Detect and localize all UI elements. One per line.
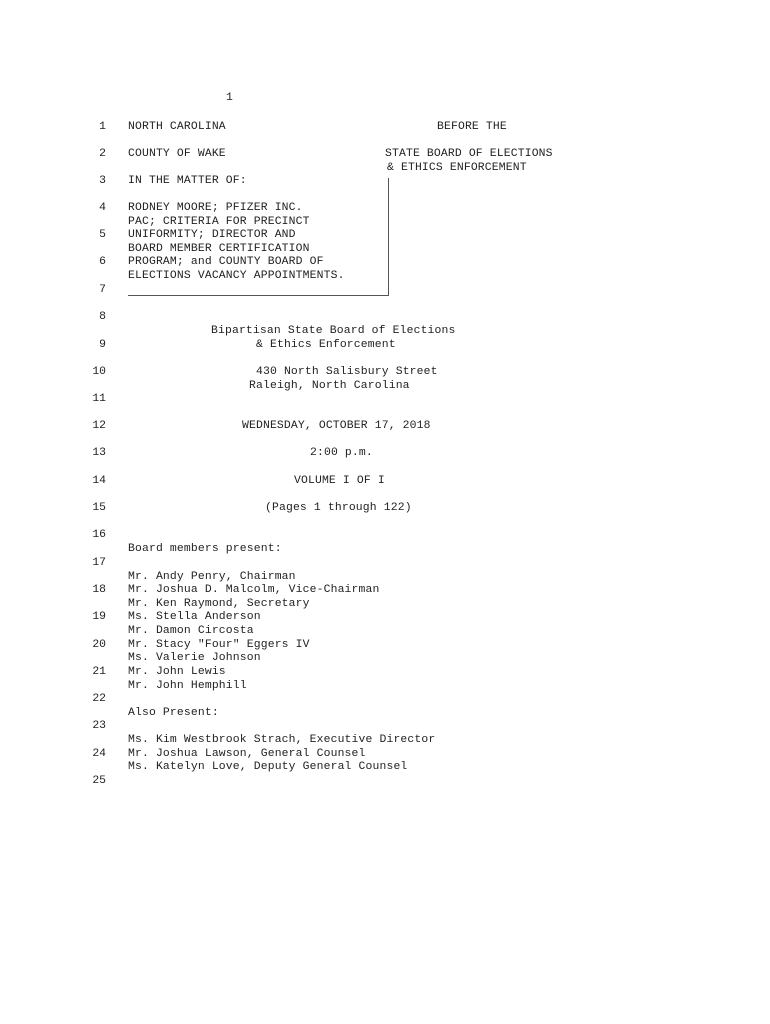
line-number: 4 <box>99 202 106 214</box>
caption-in-the-matter: IN THE MATTER OF: <box>128 175 247 187</box>
line-number: 23 <box>92 720 106 732</box>
line-number: 7 <box>99 284 106 296</box>
line-number: 25 <box>92 775 106 787</box>
line-number: 11 <box>92 393 106 405</box>
line-number: 6 <box>99 256 106 268</box>
board-member: Ms. Valerie Johnson <box>128 652 261 664</box>
line-number: 5 <box>99 229 106 241</box>
board-members-heading: Board members present: <box>128 543 282 555</box>
board-member: Mr. Ken Raymond, Secretary <box>128 598 310 610</box>
staff-member: Ms. Kim Westbrook Strach, Executive Director <box>128 734 436 746</box>
matter-line: PROGRAM; and COUNTY BOARD OF <box>128 256 324 268</box>
page-number: 1 <box>226 92 233 104</box>
staff-member: Ms. Katelyn Love, Deputy General Counsel <box>128 761 408 773</box>
matter-line: BOARD MEMBER CERTIFICATION <box>128 243 310 255</box>
line-number: 13 <box>92 447 106 459</box>
board-member: Mr. Joshua D. Malcolm, Vice-Chairman <box>128 584 380 596</box>
caption-board-name: STATE BOARD OF ELECTIONS <box>385 148 553 160</box>
venue-body-line2: & Ethics Enforcement <box>256 339 396 351</box>
line-number: 16 <box>92 529 106 541</box>
line-number: 12 <box>92 420 106 432</box>
hearing-date: WEDNESDAY, OCTOBER 17, 2018 <box>242 420 431 432</box>
caption-county: COUNTY OF WAKE <box>128 148 226 160</box>
board-member: Mr. Stacy "Four" Eggers IV <box>128 639 310 651</box>
matter-line: ELECTIONS VACANCY APPOINTMENTS. <box>128 270 345 282</box>
matter-line: UNIFORMITY; DIRECTOR AND <box>128 229 296 241</box>
line-number: 20 <box>92 639 106 651</box>
caption-state: NORTH CAROLINA <box>128 121 226 133</box>
board-member: Mr. John Hemphill <box>128 680 247 692</box>
venue-address-line1: 430 North Salisbury Street <box>256 366 438 378</box>
board-member: Mr. John Lewis <box>128 666 226 678</box>
caption-board-name-line2: & ETHICS ENFORCEMENT <box>387 162 527 174</box>
line-number: 8 <box>99 311 106 323</box>
line-number: 2 <box>99 148 106 160</box>
line-number: 22 <box>92 693 106 705</box>
line-number: 3 <box>99 175 106 187</box>
caption-vertical-rule <box>388 178 389 296</box>
page-range: (Pages 1 through 122) <box>265 502 412 514</box>
line-number: 19 <box>92 611 106 623</box>
volume: VOLUME I OF I <box>294 475 385 487</box>
caption-horizontal-rule <box>128 295 389 296</box>
line-number: 10 <box>92 366 106 378</box>
line-number: 24 <box>92 748 106 760</box>
venue-address-line2: Raleigh, North Carolina <box>249 380 410 392</box>
line-number: 1 <box>99 121 106 133</box>
matter-line: PAC; CRITERIA FOR PRECINCT <box>128 216 310 228</box>
hearing-time: 2:00 p.m. <box>310 447 373 459</box>
line-number: 21 <box>92 666 106 678</box>
line-number: 9 <box>99 339 106 351</box>
staff-member: Mr. Joshua Lawson, General Counsel <box>128 748 366 760</box>
line-number: 17 <box>92 557 106 569</box>
matter-line: RODNEY MOORE; PFIZER INC. <box>128 202 303 214</box>
caption-before-the: BEFORE THE <box>437 121 507 133</box>
board-member: Mr. Damon Circosta <box>128 625 254 637</box>
board-member: Ms. Stella Anderson <box>128 611 261 623</box>
line-number: 18 <box>92 584 106 596</box>
also-present-heading: Also Present: <box>128 707 219 719</box>
board-member: Mr. Andy Penry, Chairman <box>128 571 296 583</box>
line-number: 15 <box>92 502 106 514</box>
line-number: 14 <box>92 475 106 487</box>
venue-body-line1: Bipartisan State Board of Elections <box>211 325 456 337</box>
